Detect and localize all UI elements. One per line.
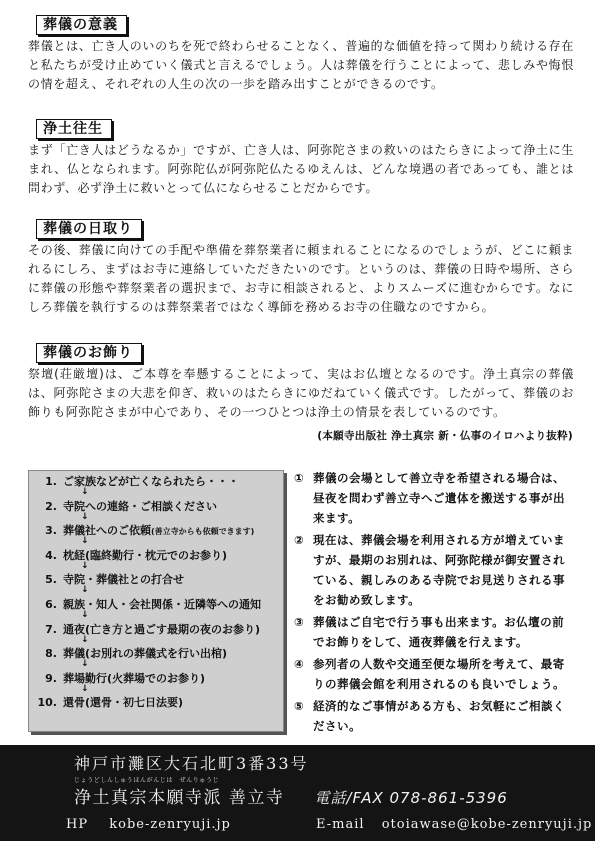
step-text: 還骨(還骨・初七日法要): [63, 696, 184, 710]
step-item: [35, 549, 283, 574]
temple-name-ruby: じょうどしんしゅうほんがんじは ぜんりゅうじ: [74, 777, 220, 784]
section-body: 葬儀とは、亡き人のいのちを死で終わらせることなく、普遍的な価値を持って関わり続ける存在と私たちが受け止めていく儀式と言えるでしょう。人は葬儀を行うことによって、悲しみや悔恨の情を超え、それぞれの人生の次の一歩を踏み出すことができるのです。: [28, 39, 574, 91]
note-item: [294, 530, 566, 610]
section-body: その後、葬儀に向けての手配や準備を葬祭業者に頼まれることになるのでしょうが、どこに頼まれるにしろ、まずはお寺に連絡していただきたいのです。というのは、葬儀の日時や場所、さらに葬儀の形態や葬祭業者の選択まで、お寺に相談されると、よりスムーズに進むからです。なにしろ葬儀を執行するのは葬祭業者ではなく導師を務めるお寺の住職なのですから。: [28, 243, 574, 314]
section-heading: 浄土往生: [36, 119, 112, 139]
step-number: 8.: [45, 647, 57, 661]
step-text: 葬儀社へのご依頼: [63, 524, 151, 538]
step-item: [35, 598, 283, 623]
step-text: 親族・知人・会社関係・近隣等への通知: [63, 597, 261, 611]
down-arrow-icon: ↓: [81, 560, 89, 571]
funeral-steps-list: [29, 471, 283, 721]
step-item: [35, 623, 283, 648]
step-item: [35, 696, 283, 721]
down-arrow-icon: ↓: [81, 659, 89, 670]
note-text: 現在は、葬儀会場を利用される方が増えていますが、最期のお別れは、阿弥陀様が御安置されている、親しみのある寺院でお見送りされる事をお勧め致します。: [313, 533, 565, 607]
down-arrow-icon: ↓: [81, 683, 89, 694]
section-ojo: [28, 118, 574, 198]
step-text: 通夜(亡き方と過ごす最期の夜のお参り): [63, 622, 261, 636]
homepage-link[interactable]: kobe-zenryuji.jp: [109, 817, 231, 832]
step-text: 寺院・葬儀社との打合せ: [63, 573, 184, 587]
source-credit: (本願寺出版社 浄土真宗 新・仏事のイロハより抜粋): [317, 430, 573, 442]
note-item: [294, 468, 566, 528]
step-item: [35, 475, 283, 500]
note-text: 経済的なご事情がある方も、お気軽にご相談ください。: [313, 699, 565, 733]
step-number: 5.: [45, 573, 57, 587]
step-number: 4.: [45, 548, 57, 562]
homepage-label: HP: [66, 817, 89, 832]
step-text: 葬場勤行(火葬場でのお参り): [63, 671, 206, 685]
step-number: 3.: [45, 524, 57, 538]
section-decoration: [28, 342, 574, 422]
step-item: [35, 647, 283, 672]
down-arrow-icon: ↓: [81, 511, 89, 522]
step-text: 寺院への連絡・ご相談ください: [63, 499, 217, 513]
step-number: 6.: [45, 597, 57, 611]
email-label: E-mail: [316, 817, 365, 832]
note-marker: ⑤: [294, 699, 305, 713]
temple-address: 神戸市灘区大石北町3番33号: [74, 754, 309, 773]
step-item: [35, 573, 283, 598]
section-body: まず「亡き人はどうなるか」ですが、亡き人は、阿弥陀さまの救いのはたらきによって浄土に生まれ、仏となられます。阿弥陀仏が阿弥陀仏たるゆえんは、どんな境遇の者であっても、誰とは問わず、必ず浄土に救いとって仏にならせることだからです。: [28, 143, 574, 195]
step-text: ご家族などが亡くなられたら・・・: [63, 475, 239, 488]
section-body: 祭壇(荘厳壇)は、ご本尊を奉懸することによって、実はお仏壇となるのです。浄土真宗の葬儀は、阿弥陀さまの大悲を仰ぎ、救いのはたらきにゆだねていく儀式です。したがって、葬儀のお飾りも阿弥陀さまが中心であり、その一つひとつは浄土の情景を表しているのです。: [28, 367, 574, 419]
note-text: 葬儀の会場として善立寺を希望される場合は、昼夜を問わず善立寺へご遺体を搬送する事が出来ます。: [313, 471, 565, 525]
section-schedule: [28, 218, 574, 317]
temple-name-line: [74, 783, 508, 808]
note-item: [294, 696, 566, 736]
note-marker: ②: [294, 533, 305, 547]
phone-fax: 電話/FAX 078-861-5396: [314, 789, 508, 807]
contact-line: [66, 817, 592, 832]
down-arrow-icon: ↓: [81, 609, 89, 620]
down-arrow-icon: ↓: [81, 585, 89, 596]
step-item: [35, 524, 283, 549]
section-heading: 葬儀の日取り: [36, 219, 142, 239]
note-marker: ①: [294, 471, 305, 485]
note-text: 参列者の人数や交通至便な場所を考えて、最寄りの葬儀会館を利用されるのも良いでしょう。: [313, 657, 565, 691]
step-item: [35, 500, 283, 525]
down-arrow-icon: ↓: [81, 634, 89, 645]
section-heading: 葬儀の意義: [36, 15, 127, 35]
step-number: 1.: [45, 475, 57, 488]
down-arrow-icon: ↓: [81, 536, 89, 547]
section-heading: 葬儀のお飾り: [36, 343, 142, 363]
step-note: (善立寺からも依頼できます): [151, 527, 255, 537]
funeral-steps-box: [28, 470, 284, 732]
step-number: 7.: [45, 622, 57, 636]
temple-footer: [0, 745, 595, 841]
step-text: 葬儀(お別れの葬儀式を行い出棺): [63, 647, 228, 661]
section-meaning: [28, 14, 574, 94]
step-number: 2.: [45, 499, 57, 513]
step-number: 10.: [37, 696, 57, 710]
step-text: 枕経(臨終勤行・枕元でのお参り): [63, 548, 228, 562]
funeral-notes: [294, 468, 566, 738]
temple-name: 浄土真宗本願寺派 善立寺: [74, 788, 285, 808]
down-arrow-icon: ↓: [81, 487, 89, 497]
note-item: [294, 654, 566, 694]
step-item: [35, 672, 283, 697]
step-number: 9.: [45, 671, 57, 685]
note-text: 葬儀はご自宅で行う事も出来ます。お仏壇の前でお飾りをして、通夜葬儀を行えます。: [313, 615, 565, 649]
note-marker: ③: [294, 615, 305, 629]
note-marker: ④: [294, 657, 305, 671]
email-link[interactable]: otoiawase@kobe-zenryuji.jp: [381, 817, 593, 832]
note-item: [294, 612, 566, 652]
